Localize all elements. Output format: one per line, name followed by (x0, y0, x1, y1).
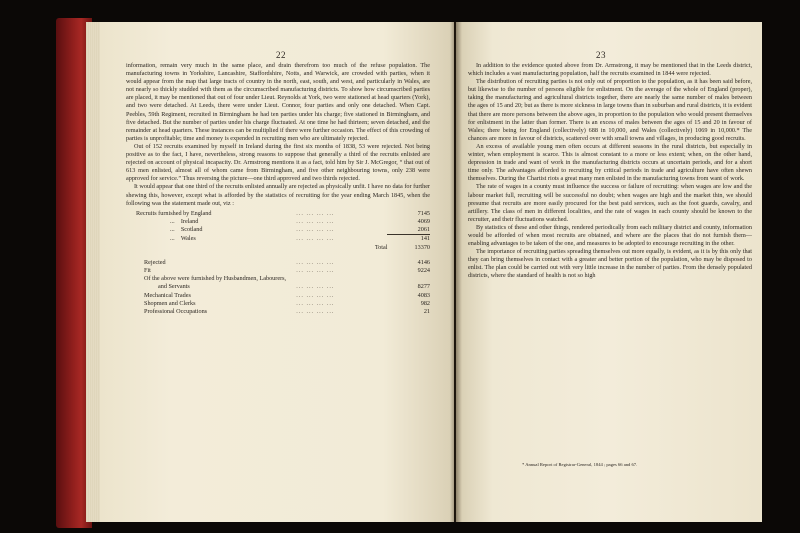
right-paragraph-5: By statistics of these and other things, rendered periodically from each military district and county, information would be afforded of when most recruits are obtained, and where are the places that do not furnish them—enabling advantages to be taken of the one, and measures to be adopted to encourage recruiting in the other. (468, 223, 752, 248)
right-page-text (468, 62, 752, 281)
left-page (100, 22, 454, 522)
open-book (56, 18, 762, 528)
recruit-statistics-table (126, 210, 430, 316)
table-total-row: Total 13370 (374, 244, 430, 252)
right-paragraph-6: The importance of recruiting parties spreading themselves out more equally, is evident, as it is by this only that they can bring themselves in contact with a greater and better portion of the population, who may be disposed to enlist. The plan could be carried out with very little increase in the number of parties. From the densely populated districts, where the standard of health is not so high (468, 248, 752, 280)
right-paragraph-2: The distribution of recruiting parties is not only out of proportion to the population, as it has been said before, but likewise to the number of persons eligible for enlistment. On the average of the whole of England (proper), taking the manufacturing and agricultural districts together, there are nearly the same number of males between the ages of 15 and 20; but as there is more sickness in large towns than in suburban and rural districts, it is evident that there are more persons between the above ages, in proportion to the population who would present themselves for enlistment in the latter than former. There is an excess of males between the ages of 15 and 20 in favour of Wales; there being for England (collectively) 688 in 10,000, and Wales (collectively) 1069 in 10,000.* The chances are more in favour of districts, scattered over with small towns and villages, in producing good recruits. (468, 78, 752, 142)
footnote: * Annual Report of Registrar-General, 1844 ; pages 66 and 67. (522, 462, 638, 467)
table-row: ... Ireland ... ... ... ... 4069 (170, 217, 430, 225)
table-row: ... Scotland ... ... ... ... 2061 (170, 225, 430, 234)
right-paragraph-3: An excess of available young men often occurs at different seasons in the rural districts, but especially in winter, when employment is scarce. This is almost constant to a more or less extent; when, on the other hand, depression in trade and want of work in the manufacturing districts occurs at uncertain periods, and for a short time only. The advantages afforded to recruiting by critical periods in trade and agriculture have often shewn themselves. During the Chartist riots a great many men enlisted in the manufacturing towns from want of work. (468, 142, 752, 183)
right-paragraph-4: The rate of wages in a county must influence the success or failure of recruiting: when wages are low and the labour market full, recruiting will be successful no doubt; when wages are high and the market thin, we should presume that recruits are more easily procured for the best paid services, such as the foot guards, cavalry, and artillery. The class of men in different localities, and the rate of wages in each county should be known to the recruiter, and their fluctuations watched. (468, 183, 752, 223)
table-row: ... Wales ... ... ... ... 141 (170, 234, 430, 242)
table-subheader-row: Of the above were furnished by Husbandmen, Labourers, (144, 275, 287, 283)
left-page-number: 22 (276, 50, 286, 60)
left-paragraph-1: information, remain very much in the same place, and drain therefrom too much of the refuse population. The manufacturing towns in Yorkshire, Lancashire, Staffordshire, Notts, and Warwick, are crowded with parties, when it would appear from the map that large tracts of country in the north, east, south, and west, and particularly in Wales, are not nearly so thickly studded with them as the circumscribed manufacturing districts. To show how circumscribed parties are placed, it may be mentioned that out of four under Lieut. Reynolds at York, two were stationed at head quarters (York), and two were detached. At Leeds, there were under Lieut. Connor, four parties and only one detached. When Capt. Peebles, 59th Regiment, recruited in Birmingham he had ten parties under his charge; five stationed in Birmingham, and five detached. But the number of parties under his charge fluctuated. At one time he had thirteen; seven detached, and the remainder at head quarters. These instances can be multiplied if there were further occasion. The effect of this crowding of parties is unprofitable; time and money is expended in recruiting men who are ultimately rejected. (126, 62, 430, 142)
left-page-text (126, 62, 430, 316)
table-row: Shopmen and Clerks ... ... ... ... 982 (144, 299, 430, 307)
table-row: Fit ... ... ... ... 9224 (144, 267, 430, 275)
left-paragraph-2: Out of 152 recruits examined by myself in Ireland during the first six months of 1838, 53 were rejected. Not being positive as to the fact, I have, nevertheless, strong reasons to suppose that generally a third of the recruits enlisted are rejected on account of physical incapacity. Dr. Armstrong mentions it as a fact, told him by Sir J. McGregor, “ that out of 613 men enlisted, almost all of whom came from Birmingham, and five other neighbouring towns, only 238 were approved for service.” Thus reversing the picture—one third approved and two thirds rejected. (126, 142, 430, 183)
table-row: Rejected ... ... ... ... 4146 (144, 259, 430, 267)
right-paragraph-1: In addition to the evidence quoted above from Dr. Armstrong, it may be mentioned that in the Leeds district, which includes a vast manufacturing population, half the recruits examined in 1844 were rejected. (468, 62, 752, 78)
table-row: and Servants ... ... ... ... 8277 (158, 283, 430, 291)
table-row: Mechanical Trades ... ... ... ... 4083 (144, 291, 430, 299)
right-page-number: 23 (596, 50, 606, 60)
book-gutter (450, 22, 462, 522)
table-row: Professional Occupations ... ... ... ... 21 (144, 307, 430, 315)
left-paragraph-3: It would appear that one third of the recruits enlisted annually are rejected as physically unfit. I have no data for further shewing this, however, except what is afforded by the statistics of recruiting for the year ending March 1845, when the following was the statement made out, viz : (126, 183, 430, 207)
table-row: Recruits furnished by England ... ... ... ... 7145 (136, 209, 430, 217)
right-page (456, 22, 762, 522)
